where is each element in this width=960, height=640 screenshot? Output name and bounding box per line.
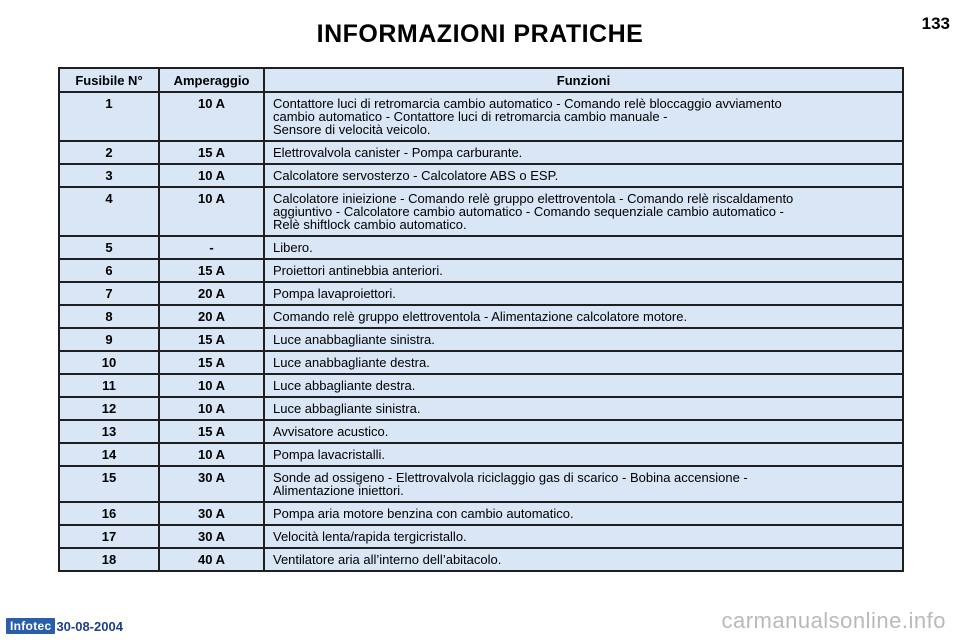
function-line: Sonde ad ossigeno - Elettrovalvola riciclaggio gas di scarico - Bobina accensione - xyxy=(273,470,748,485)
fuse-number-cell: 9 xyxy=(59,328,159,351)
watermark: carmanualsonline.info xyxy=(721,608,946,633)
amperage-cell: 10 A xyxy=(159,92,264,141)
footer-date: 30-08-2004 xyxy=(56,618,123,634)
table-row xyxy=(59,259,903,282)
footer xyxy=(6,617,123,635)
infotec-logo: Infotec xyxy=(6,618,55,634)
amperage-cell: 40 A xyxy=(159,548,264,571)
table-row xyxy=(59,525,903,548)
function-cell xyxy=(264,420,903,443)
function-line: Ventilatore aria all’interno dell’abitacolo. xyxy=(273,552,502,567)
table-row xyxy=(59,236,903,259)
page-title: INFORMAZIONI PRATICHE xyxy=(316,20,644,48)
function-cell xyxy=(264,328,903,351)
amperage-cell: 30 A xyxy=(159,502,264,525)
function-line: Contattore luci di retromarcia cambio automatico - Comando relè bloccaggio avviamento xyxy=(273,96,782,111)
function-line: Comando relè gruppo elettroventola - Alimentazione calcolatore motore. xyxy=(273,309,688,324)
function-cell xyxy=(264,92,903,141)
function-cell xyxy=(264,305,903,328)
fuse-number-cell: 8 xyxy=(59,305,159,328)
function-line: Sensore di velocità veicolo. xyxy=(273,122,431,137)
fuse-table xyxy=(58,67,904,572)
function-line: Velocità lenta/rapida tergicristallo. xyxy=(273,529,467,544)
function-cell xyxy=(264,443,903,466)
amperage-cell: 15 A xyxy=(159,259,264,282)
function-cell xyxy=(264,466,903,502)
amperage-cell: 10 A xyxy=(159,397,264,420)
amperage-cell: 15 A xyxy=(159,328,264,351)
table-row xyxy=(59,141,903,164)
table-row xyxy=(59,92,903,141)
table-row xyxy=(59,305,903,328)
function-line: Libero. xyxy=(273,240,313,255)
amperage-cell: 10 A xyxy=(159,187,264,236)
header-functions: Funzioni xyxy=(264,68,903,92)
amperage-cell: 10 A xyxy=(159,164,264,187)
fuse-number-cell: 6 xyxy=(59,259,159,282)
function-line: Calcolatore inieizione - Comando relè gruppo elettroventola - Comando relè riscaldamento xyxy=(273,191,794,206)
function-line: Luce abbagliante destra. xyxy=(273,378,416,393)
table-row xyxy=(59,397,903,420)
fuse-number-cell: 17 xyxy=(59,525,159,548)
function-cell xyxy=(264,141,903,164)
fuse-number-cell: 1 xyxy=(59,92,159,141)
amperage-cell: 10 A xyxy=(159,374,264,397)
amperage-cell: 15 A xyxy=(159,420,264,443)
function-cell xyxy=(264,351,903,374)
fuse-number-cell: 7 xyxy=(59,282,159,305)
function-line: Relè shiftlock cambio automatico. xyxy=(273,217,467,232)
table-row xyxy=(59,187,903,236)
table-row xyxy=(59,328,903,351)
function-line: Pompa lavacristalli. xyxy=(273,447,385,462)
fuse-number-cell: 13 xyxy=(59,420,159,443)
function-line: Alimentazione iniettori. xyxy=(273,483,404,498)
fuse-table-body xyxy=(59,92,903,571)
amperage-cell: 30 A xyxy=(159,466,264,502)
table-row xyxy=(59,420,903,443)
amperage-cell: - xyxy=(159,236,264,259)
function-cell xyxy=(264,502,903,525)
function-line: Pompa lavaproiettori. xyxy=(273,286,396,301)
function-line: cambio automatico - Contattore luci di retromarcia cambio manuale - xyxy=(273,109,668,124)
amperage-cell: 20 A xyxy=(159,282,264,305)
table-header-row xyxy=(59,68,903,92)
function-cell xyxy=(264,548,903,571)
table-row xyxy=(59,443,903,466)
function-line: Elettrovalvola canister - Pompa carburante. xyxy=(273,145,523,160)
function-line: Pompa aria motore benzina con cambio automatico. xyxy=(273,506,574,521)
table-row xyxy=(59,548,903,571)
function-line: Proiettori antinebbia anteriori. xyxy=(273,263,443,278)
fuse-number-cell: 3 xyxy=(59,164,159,187)
fuse-number-cell: 5 xyxy=(59,236,159,259)
function-cell xyxy=(264,164,903,187)
amperage-cell: 30 A xyxy=(159,525,264,548)
table-row xyxy=(59,164,903,187)
table-row xyxy=(59,466,903,502)
table-row xyxy=(59,282,903,305)
function-cell xyxy=(264,397,903,420)
table-row xyxy=(59,374,903,397)
function-line: Luce anabbagliante destra. xyxy=(273,355,430,370)
table-row xyxy=(59,351,903,374)
table-row xyxy=(59,502,903,525)
amperage-cell: 20 A xyxy=(159,305,264,328)
function-cell xyxy=(264,525,903,548)
fuse-number-cell: 15 xyxy=(59,466,159,502)
function-line: Luce abbagliante sinistra. xyxy=(273,401,421,416)
function-cell xyxy=(264,259,903,282)
amperage-cell: 10 A xyxy=(159,443,264,466)
function-cell xyxy=(264,282,903,305)
function-line: Calcolatore servosterzo - Calcolatore ABS o ESP. xyxy=(273,168,559,183)
header-amperage: Amperaggio xyxy=(159,68,264,92)
fuse-number-cell: 11 xyxy=(59,374,159,397)
fuse-number-cell: 16 xyxy=(59,502,159,525)
fuse-number-cell: 14 xyxy=(59,443,159,466)
header-fuse-number: Fusibile N° xyxy=(59,68,159,92)
fuse-number-cell: 12 xyxy=(59,397,159,420)
fuse-number-cell: 18 xyxy=(59,548,159,571)
function-cell xyxy=(264,374,903,397)
function-cell xyxy=(264,236,903,259)
page-number: 133 xyxy=(921,14,950,33)
fuse-number-cell: 4 xyxy=(59,187,159,236)
amperage-cell: 15 A xyxy=(159,351,264,374)
function-line: Avvisatore acustico. xyxy=(273,424,389,439)
fuse-number-cell: 2 xyxy=(59,141,159,164)
fuse-number-cell: 10 xyxy=(59,351,159,374)
amperage-cell: 15 A xyxy=(159,141,264,164)
function-line: Luce anabbagliante sinistra. xyxy=(273,332,435,347)
function-line: aggiuntivo - Calcolatore cambio automatico - Comando sequenziale cambio automatico - xyxy=(273,204,784,219)
function-cell xyxy=(264,187,903,236)
